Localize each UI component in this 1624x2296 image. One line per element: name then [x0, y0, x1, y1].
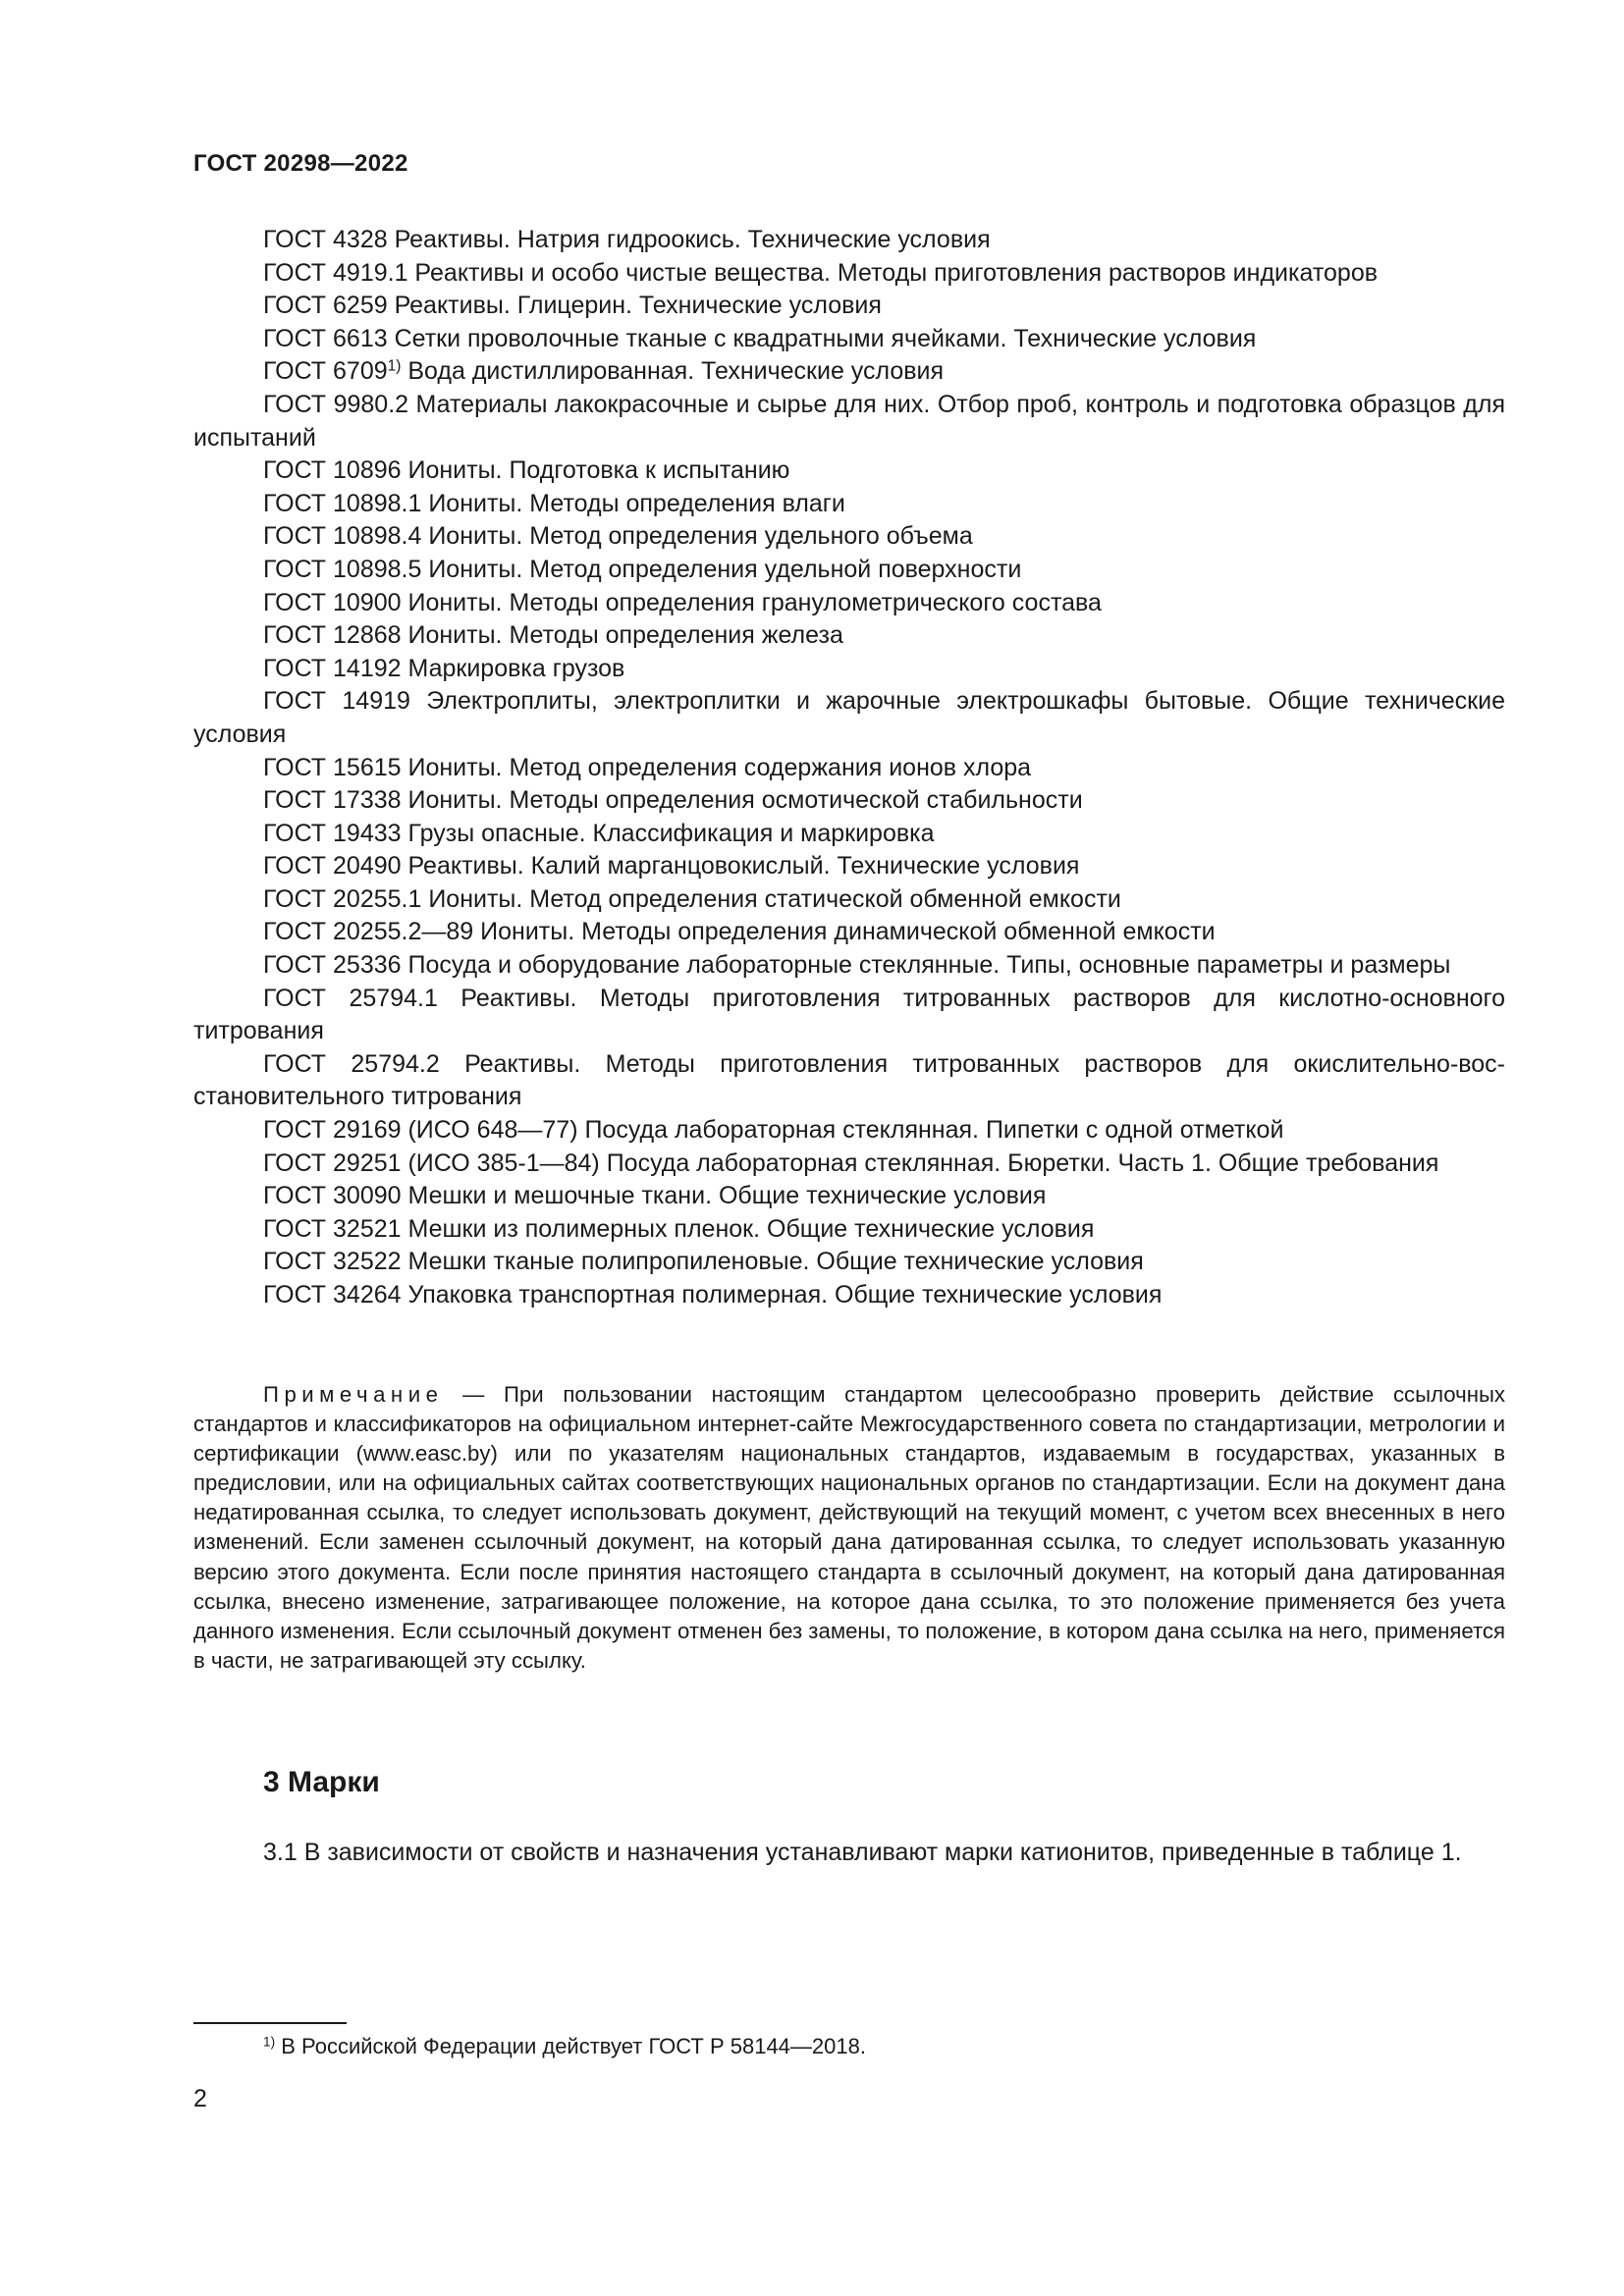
- reference-item: ГОСТ 9980.2 Материалы лакокрасочные и сырье для них. Отбор проб, контроль и подготовка образцов для испытаний: [193, 390, 1505, 452]
- reference-item: ГОСТ 29169 (ИСО 648—77) Посуда лабораторная стеклянная. Пипетки с одной отметкой: [263, 1116, 1284, 1145]
- footnote-number: 1): [263, 2034, 276, 2050]
- reference-item: ГОСТ 19433 Грузы опасные. Классификация и маркировка: [263, 819, 935, 847]
- footnote: [263, 2034, 866, 2059]
- reference-title: Вода дистиллированная. Технические условия: [401, 357, 945, 386]
- reference-item: ГОСТ 12868 Иониты. Методы определения железа: [263, 621, 843, 650]
- reference-code: ГОСТ 6709: [263, 357, 388, 386]
- reference-item: ГОСТ 20255.1 Иониты. Метод определения статической обменной емкости: [263, 884, 1121, 913]
- reference-item: ГОСТ 34264 Упаковка транспортная полимерная. Общие технические условия: [263, 1281, 1163, 1308]
- reference-item: ГОСТ 4328 Реактивы. Натрия гидроокись. Технические условия: [263, 226, 991, 253]
- reference-item: ГОСТ 25336 Посуда и оборудование лабораторные стеклянные. Типы, основные параметры и размеры: [263, 951, 1451, 980]
- reference-item: ГОСТ 10900 Иониты. Методы определения гранулометрического состава: [263, 588, 1102, 616]
- footnote-text: В Российской Федерации действует ГОСТ Р 58144—2018.: [275, 2034, 866, 2058]
- reference-item: ГОСТ 20490 Реактивы. Калий марганцовокислый. Технические условия: [263, 852, 1080, 881]
- reference-item: ГОСТ 14919 Электроплиты, электроплитки и жарочные электрошкафы бытовые. Общие технические условия: [193, 687, 1505, 748]
- reference-item: ГОСТ 10898.5 Иониты. Метод определения удельной поверхности: [263, 555, 1022, 583]
- reference-item: ГОСТ 6613 Сетки проволочные тканые с квадратными ячейками. Технические условия: [263, 324, 1257, 352]
- reference-item: ГОСТ 32521 Мешки из полимерных пленок. Общие технические условия: [263, 1214, 1095, 1243]
- reference-item: ГОСТ 25794.2 Реактивы. Методы приготовления титрованных растворов для окислительно-восстановительного титрования: [193, 1049, 1505, 1111]
- reference-item-with-footnote: [193, 355, 1505, 389]
- reference-item: ГОСТ 10898.4 Иониты. Метод определения удельного объема: [263, 522, 973, 551]
- normative-references-list: [193, 224, 1505, 1312]
- note-paragraph: [193, 1380, 1505, 1676]
- section-paragraph: 3.1 В зависимости от свойств и назначения устанавливают марки катионитов, приведенные в таблице 1.: [263, 1839, 1462, 1866]
- reference-item: ГОСТ 25794.1 Реактивы. Методы приготовления титрованных растворов для кислотно-основного титрования: [193, 984, 1505, 1045]
- reference-item: ГОСТ 4919.1 Реактивы и особо чистые вещества. Методы приготовления растворов индикаторов: [263, 258, 1378, 287]
- reference-item: ГОСТ 15615 Иониты. Метод определения содержания ионов хлора: [263, 753, 1032, 781]
- section-heading: 3 Марки: [263, 1766, 380, 1798]
- note-text: — При пользовании настоящим стандартом целесообразно проверить действие ссылочных стандартов и классификаторов на официальном интернет-сайте Межгосударственного совета по стандартизации, метрологии и сертификации (www.easc.by) или по указателям национальных стандартов, издаваемым в государствах, указанных в предисловии, или на официальных сайтах соответствующих национальных органов по стандартизации. Если на документ дана недатированная ссылка, то следует использовать документ, действующий на текущий момент, с учетом всех внесенных в него изменений. Если заменен ссылочный документ, на который дана датированная ссылка, то следует использовать указанную версию этого документа. Если после принятия настоящего стандарта в ссылочный документ, на который дана датированная ссылка, внесено изменение, затрагивающее положение, на которое дана ссылка, то это положение применяется без учета данного изменения. Если ссылочный документ отменен без замены, то положение, в котором дана ссылка на него, применяется в части, не затрагивающей эту ссылку.: [193, 1382, 1505, 1673]
- note-label: Примечание: [263, 1382, 444, 1407]
- reference-item: ГОСТ 6259 Реактивы. Глицерин. Технические условия: [263, 292, 882, 320]
- reference-item: ГОСТ 10898.1 Иониты. Методы определения влаги: [263, 489, 845, 517]
- document-header: ГОСТ 20298—2022: [193, 150, 408, 177]
- page-number: 2: [193, 2085, 207, 2112]
- footnote-divider: [193, 2022, 347, 2024]
- reference-item: ГОСТ 17338 Иониты. Методы определения осмотической стабильности: [263, 786, 1083, 815]
- reference-item: ГОСТ 30090 Мешки и мешочные ткани. Общие технические условия: [263, 1182, 1047, 1210]
- reference-item: ГОСТ 10896 Иониты. Подготовка к испытанию: [263, 456, 790, 485]
- reference-item: ГОСТ 20255.2—89 Иониты. Методы определения динамической обменной емкости: [263, 918, 1216, 946]
- reference-item: ГОСТ 32522 Мешки тканые полипропиленовые. Общие технические условия: [263, 1248, 1144, 1276]
- footnote-marker: 1): [387, 357, 402, 375]
- reference-item: ГОСТ 29251 (ИСО 385-1—84) Посуда лабораторная стеклянная. Бюретки. Часть 1. Общие требования: [263, 1148, 1439, 1177]
- reference-item: ГОСТ 14192 Маркировка грузов: [263, 654, 625, 682]
